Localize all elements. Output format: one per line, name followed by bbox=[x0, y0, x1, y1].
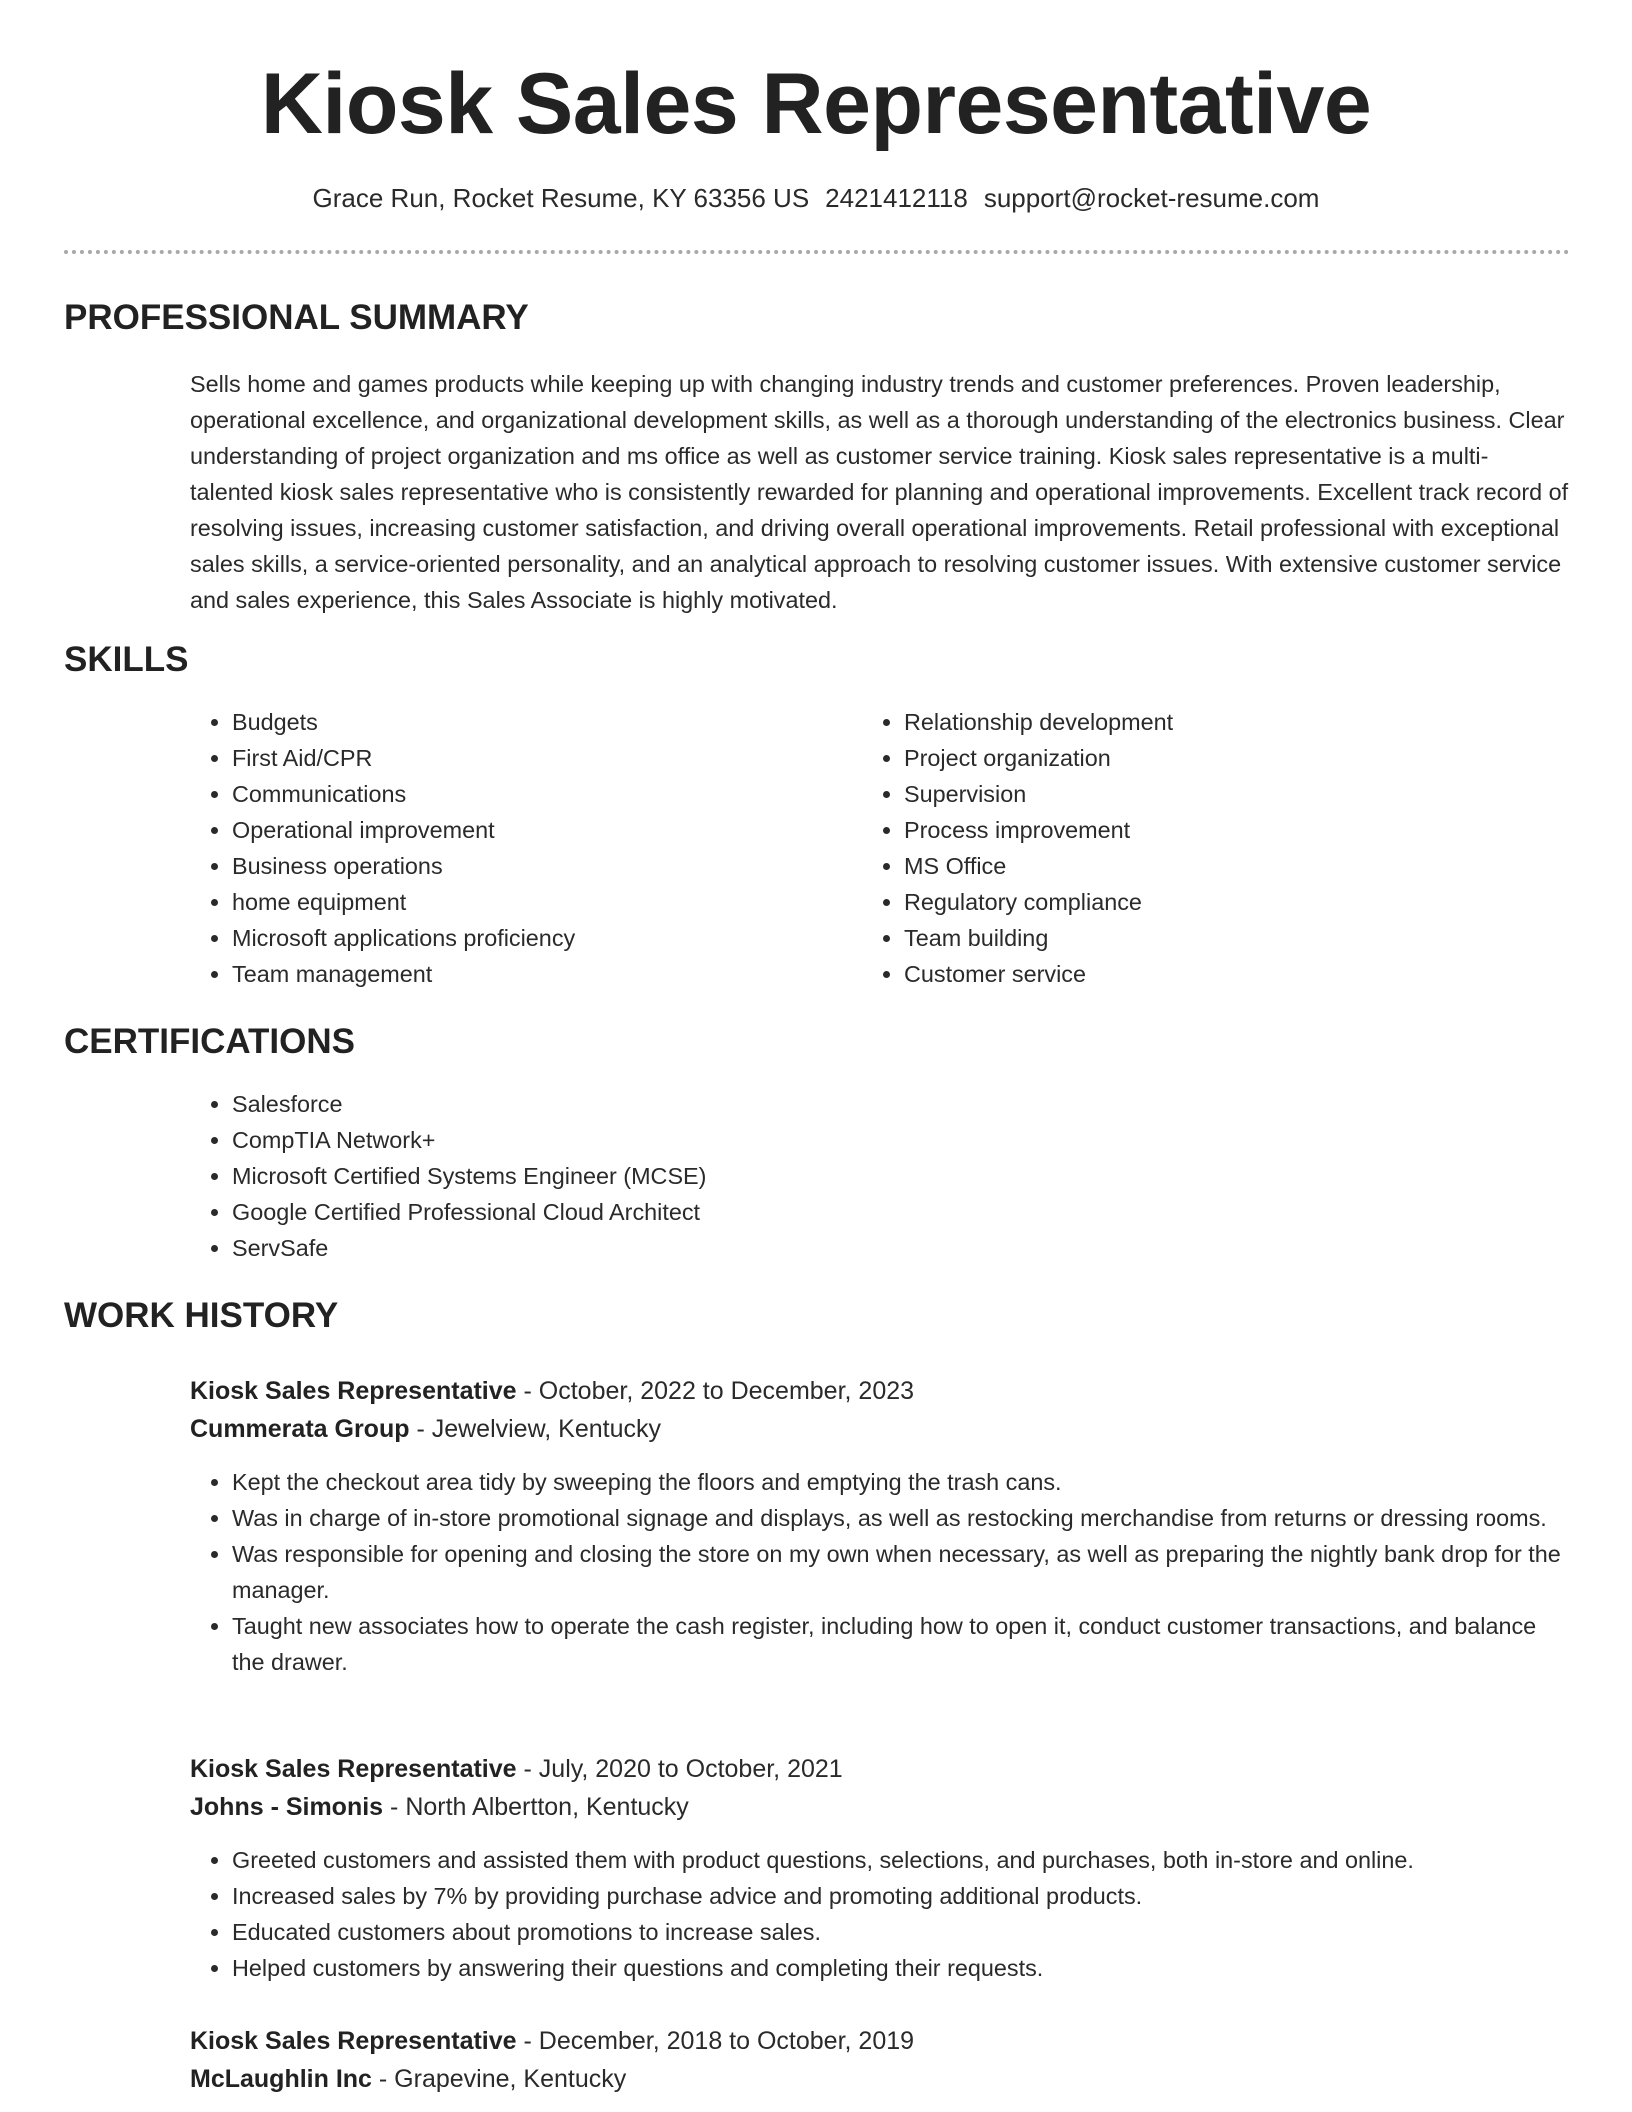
job-entry bbox=[190, 1750, 1570, 1986]
job-duty: • Increased sales by 7% by providing purchase advice and promoting additional products. bbox=[232, 1878, 1568, 1914]
job-company: Cummerata Group bbox=[190, 1415, 410, 1443]
skills-list-right bbox=[860, 704, 1604, 992]
job-role: Kiosk Sales Representative bbox=[190, 1755, 517, 1783]
certifications-list bbox=[188, 1086, 1612, 1266]
skill-item: • Customer service bbox=[904, 956, 1604, 992]
certification-item: • Microsoft Certified Systems Engineer (MCSE) bbox=[232, 1158, 1612, 1194]
skill-item: • Project organization bbox=[904, 740, 1604, 776]
skills-heading: SKILLS bbox=[64, 640, 189, 679]
skill-item: • First Aid/CPR bbox=[232, 740, 852, 776]
job-company-line bbox=[190, 1788, 1570, 1826]
skill-item: • Business operations bbox=[232, 848, 852, 884]
job-duty: • Was in charge of in-store promotional signage and displays, as well as restocking merchandise from returns or dressing rooms. bbox=[232, 1500, 1568, 1536]
skills-list-left bbox=[188, 704, 852, 992]
skill-item: • home equipment bbox=[232, 884, 852, 920]
job-location: - Jewelview, Kentucky bbox=[416, 1415, 661, 1443]
job-entry bbox=[190, 1372, 1570, 1680]
skill-item: • Supervision bbox=[904, 776, 1604, 812]
certification-item: • Google Certified Professional Cloud Architect bbox=[232, 1194, 1612, 1230]
skill-item: • Process improvement bbox=[904, 812, 1604, 848]
skill-item: • Operational improvement bbox=[232, 812, 852, 848]
job-company-line bbox=[190, 1410, 1570, 1448]
header-divider bbox=[64, 250, 1570, 254]
certification-item: • Salesforce bbox=[232, 1086, 1612, 1122]
job-duty: • Educated customers about promotions to increase sales. bbox=[232, 1914, 1568, 1950]
job-company-line bbox=[190, 2060, 1570, 2098]
contact-line bbox=[0, 181, 1632, 215]
job-location: - North Albertton, Kentucky bbox=[390, 1793, 689, 1821]
job-title-line bbox=[190, 1372, 1570, 1410]
job-role: Kiosk Sales Representative bbox=[190, 2027, 517, 2055]
job-title-line bbox=[190, 1750, 1570, 1788]
job-title-line bbox=[190, 2022, 1570, 2060]
skill-item: • Budgets bbox=[232, 704, 852, 740]
job-duties bbox=[188, 1464, 1568, 1680]
job-dates: - December, 2018 to October, 2019 bbox=[523, 2027, 915, 2055]
job-dates: - July, 2020 to October, 2021 bbox=[523, 1755, 843, 1783]
job-duty: • Taught new associates how to operate the cash register, including how to open it, conduct customer transactions, and balance the drawer. bbox=[232, 1608, 1568, 1680]
summary-text: Sells home and games products while keeping up with changing industry trends and customer preferences. Proven leadership, operational excellence, and organizational development skills, as well as a thorough understanding of the electronics business. Clear understanding of project organization and ms office as well as customer service training. Kiosk sales representative is a multi-talented kiosk sales representative who is consistently rewarded for planning and operational improvements. Excellent track record of resolving issues, increasing customer satisfaction, and driving overall operational improvements. Retail professional with exceptional sales skills, a service-oriented personality, and an analytical approach to resolving customer issues. With extensive customer service and sales experience, this Sales Associate is highly motivated. bbox=[190, 371, 1569, 613]
skill-item: • Team management bbox=[232, 956, 852, 992]
job-duty: • Greeted customers and assisted them with product questions, selections, and purchases, both in-store and online. bbox=[232, 1842, 1568, 1878]
job-role: Kiosk Sales Representative bbox=[190, 1377, 517, 1405]
skill-item: • Relationship development bbox=[904, 704, 1604, 740]
job-company: McLaughlin Inc bbox=[190, 2065, 372, 2093]
certification-item: • ServSafe bbox=[232, 1230, 1612, 1266]
contact-address: Grace Run, Rocket Resume, KY 63356 US bbox=[312, 183, 810, 213]
skill-item: • Microsoft applications proficiency bbox=[232, 920, 852, 956]
job-location: - Grapevine, Kentucky bbox=[378, 2065, 627, 2093]
job-company: Johns - Simonis bbox=[190, 1793, 384, 1821]
certification-item: • CompTIA Network+ bbox=[232, 1122, 1612, 1158]
summary-heading: PROFESSIONAL SUMMARY bbox=[64, 298, 529, 337]
job-duty: • Was responsible for opening and closing the store on my own when necessary, as well as preparing the nightly bank drop for the manager. bbox=[232, 1536, 1568, 1608]
job-duty: • Helped customers by answering their questions and completing their requests. bbox=[232, 1950, 1568, 1986]
work-history-heading: WORK HISTORY bbox=[64, 1296, 339, 1335]
skill-item: • MS Office bbox=[904, 848, 1604, 884]
job-duty: • Kept the checkout area tidy by sweeping the floors and emptying the trash cans. bbox=[232, 1464, 1568, 1500]
skill-item: • Team building bbox=[904, 920, 1604, 956]
contact-phone: 2421412118 bbox=[825, 183, 968, 213]
contact-email: support@rocket-resume.com bbox=[983, 183, 1320, 213]
skill-item: • Regulatory compliance bbox=[904, 884, 1604, 920]
certifications-heading: CERTIFICATIONS bbox=[64, 1022, 356, 1061]
candidate-name: Kiosk Sales Representative bbox=[260, 56, 1372, 152]
skill-item: • Communications bbox=[232, 776, 852, 812]
job-duties bbox=[188, 1842, 1568, 1986]
job-entry bbox=[190, 2022, 1570, 2098]
job-dates: - October, 2022 to December, 2023 bbox=[523, 1377, 915, 1405]
